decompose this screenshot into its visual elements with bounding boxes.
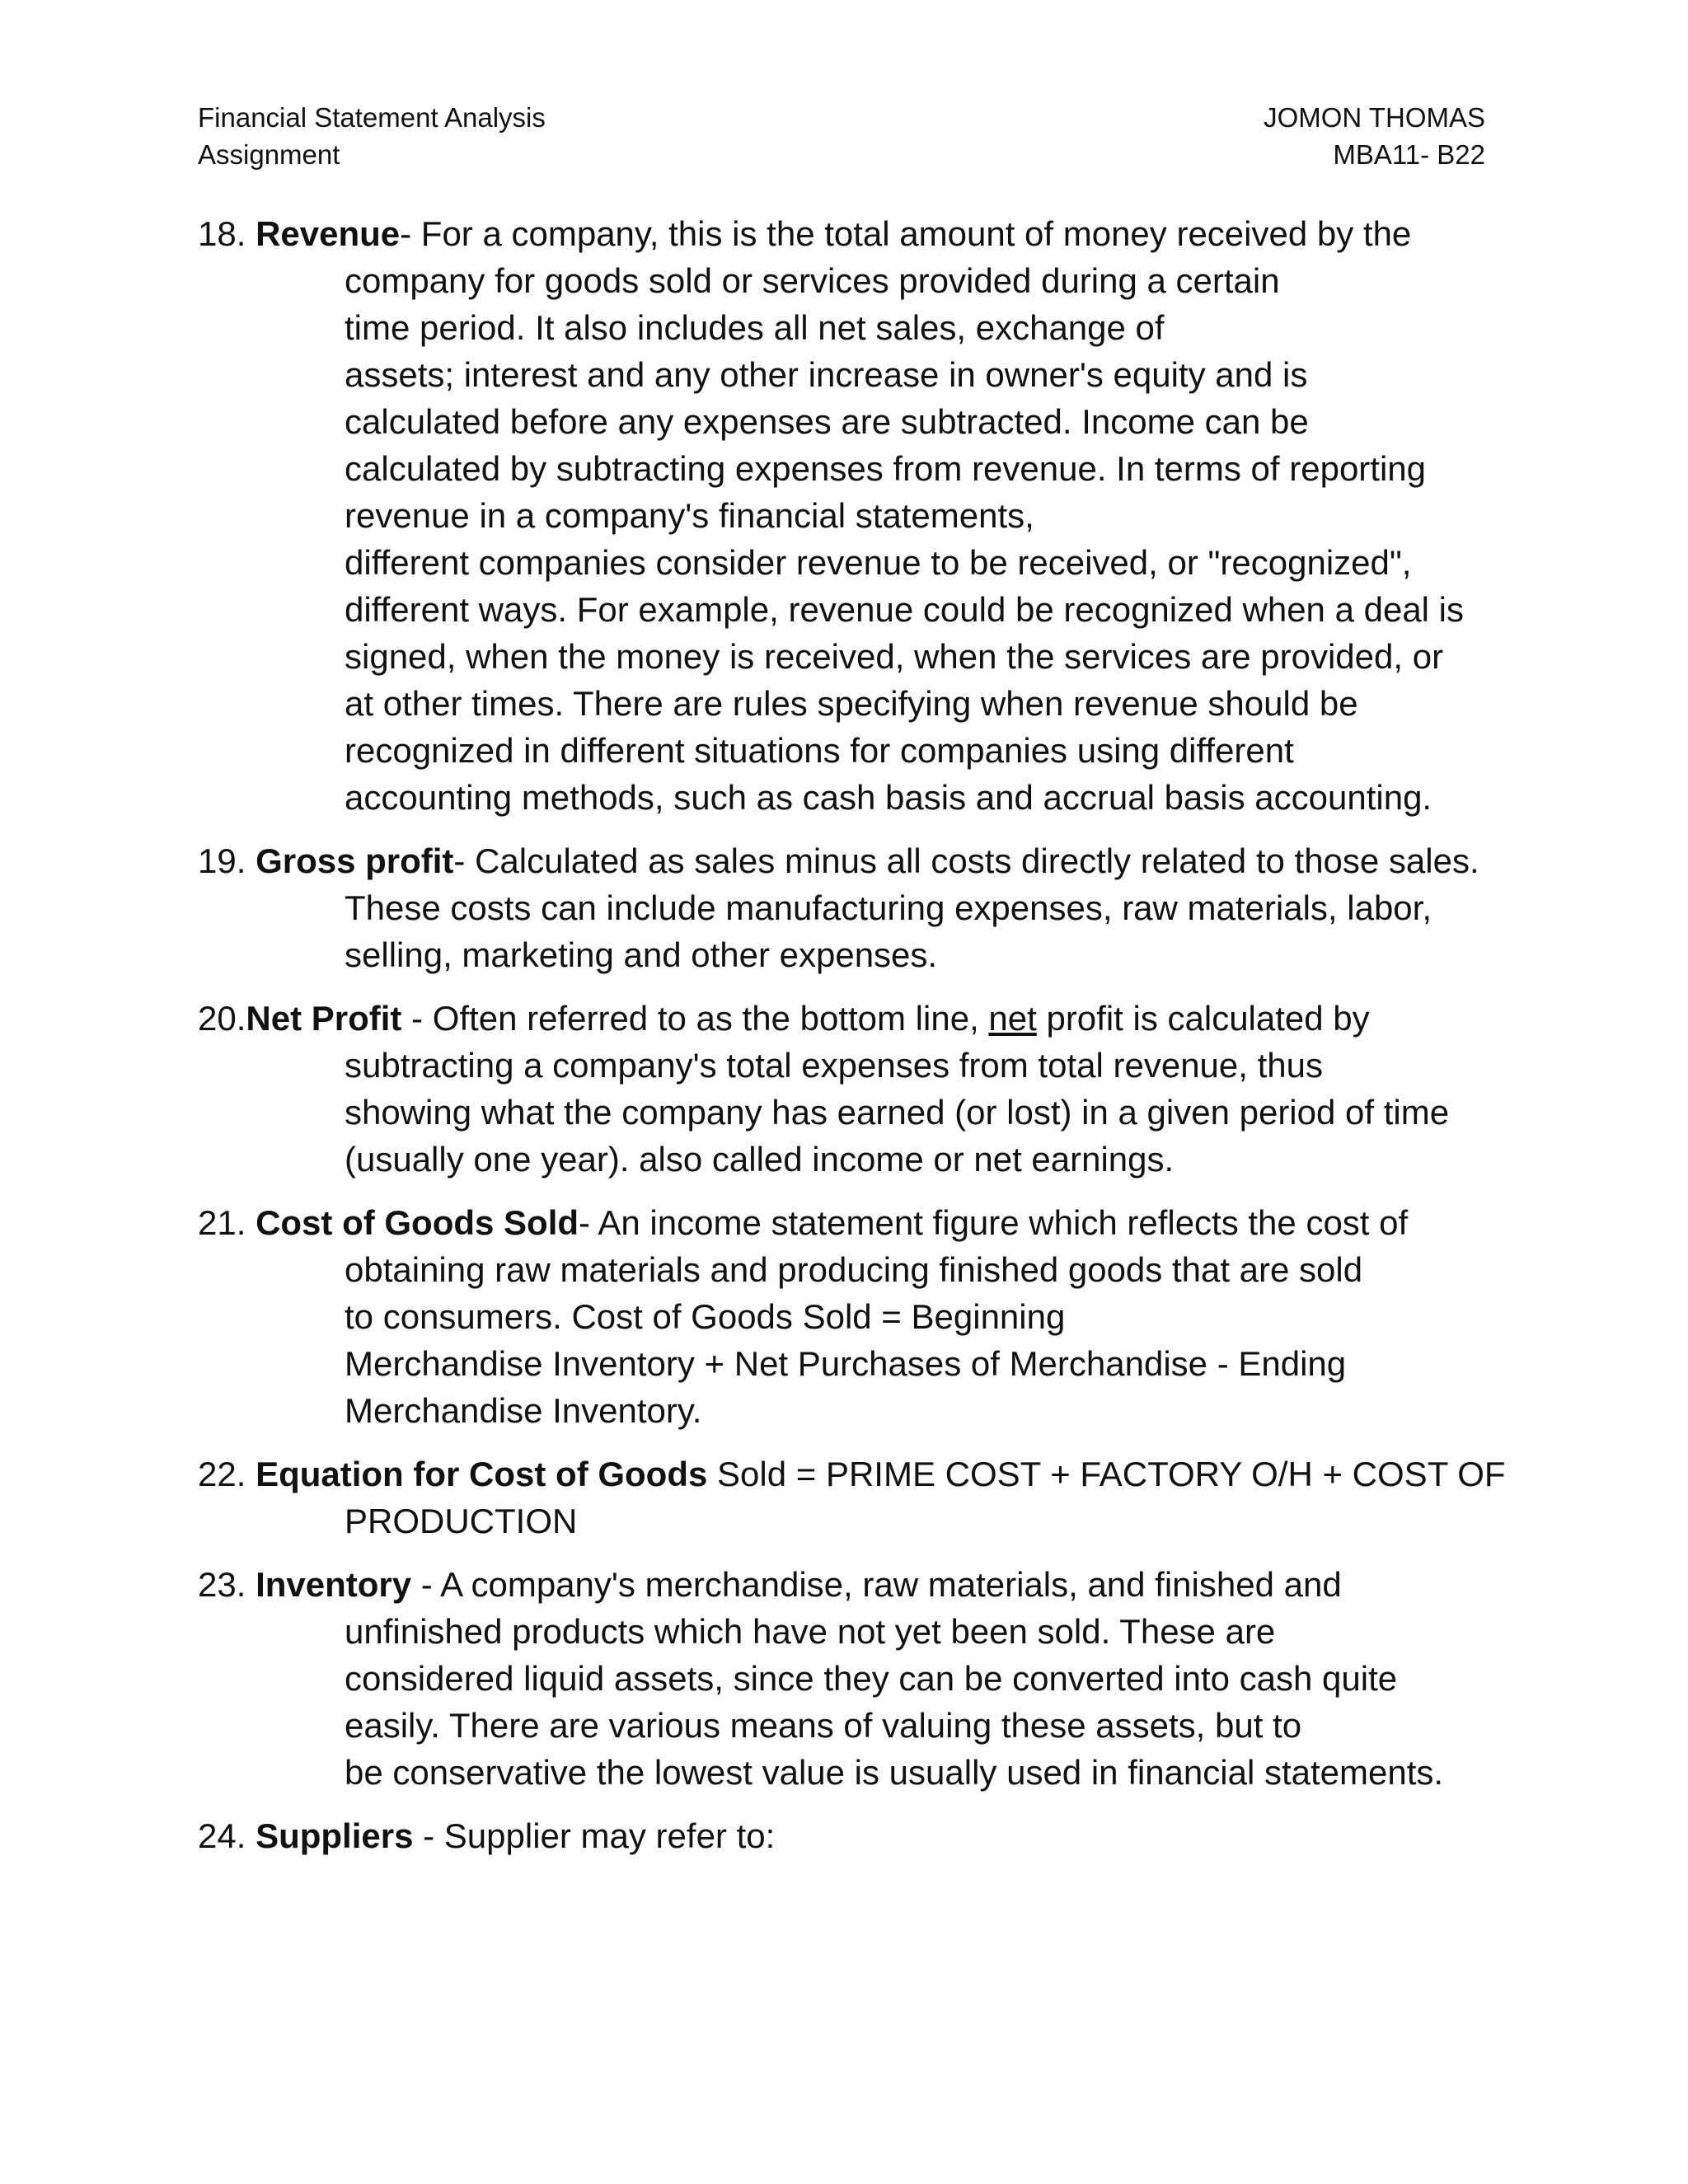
definition-first-line xyxy=(198,995,1500,1042)
definition-line: assets; interest and any other increase in owner's equity and is xyxy=(345,355,1308,394)
definition-text: - Often referred to as the bottom line, xyxy=(401,999,989,1038)
definition-first-line xyxy=(198,1451,1506,1497)
definition-line: obtaining raw materials and producing finished goods that are sold xyxy=(345,1250,1363,1289)
definition-text: - A company's merchandise, raw materials, and finished and xyxy=(411,1565,1342,1604)
definition-line: considered liquid assets, since they can be converted into cash quite xyxy=(345,1659,1398,1698)
author-class: MBA11- B22 xyxy=(1333,139,1485,170)
definition-continuation xyxy=(198,1608,1500,1796)
header-left xyxy=(198,99,546,173)
definition-line: calculated by subtracting expenses from revenue. In terms of reporting xyxy=(345,449,1427,488)
definition-term: Gross profit xyxy=(256,841,454,880)
definition-continuation xyxy=(198,257,1500,821)
definition-text: profit is calculated by xyxy=(1036,999,1370,1038)
definition-term: Cost of Goods Sold xyxy=(256,1203,579,1242)
definition-number: 24. xyxy=(198,1816,256,1855)
definition-line: (usually one year). also called income or net earnings. xyxy=(345,1140,1175,1179)
underlined-word: net xyxy=(988,999,1037,1038)
definition-term: Equation for Cost of Goods xyxy=(256,1455,708,1493)
definition-term: Suppliers xyxy=(256,1816,414,1855)
definition-text: Sold = PRIME COST + FACTORY O/H + COST OF xyxy=(707,1455,1506,1493)
definition-line: showing what the company has earned (or lost) in a given period of time xyxy=(345,1093,1450,1132)
definition-text: - Calculated as sales minus all costs directly related to those sales. xyxy=(453,841,1479,880)
definition-term: Revenue xyxy=(256,214,401,253)
definition-first-line xyxy=(198,1199,1500,1246)
definition-line: time period. It also includes all net sales, exchange of xyxy=(345,308,1165,347)
definition-text: - For a company, this is the total amount of money received by the xyxy=(400,214,1412,253)
definition-line: different ways. For example, revenue could be recognized when a deal is xyxy=(345,590,1465,629)
definition-first-line xyxy=(198,1812,1500,1859)
definition-number: 22. xyxy=(198,1455,256,1493)
definition-line: Merchandise Inventory. xyxy=(345,1391,702,1430)
definition-suppliers xyxy=(198,1812,1500,1859)
definition-line: selling, marketing and other expenses. xyxy=(345,935,938,974)
definition-line: subtracting a company's total expenses from total revenue, thus xyxy=(345,1046,1323,1085)
definition-line: recognized in different situations for companies using different xyxy=(345,731,1294,770)
definition-number: 21. xyxy=(198,1203,256,1242)
definition-line: signed, when the money is received, when the services are provided, or xyxy=(345,637,1444,676)
definition-term: Inventory xyxy=(256,1565,412,1604)
definition-first-line xyxy=(198,1561,1500,1608)
definition-number: 18. xyxy=(198,214,256,253)
definition-line: accounting methods, such as cash basis and accrual basis accounting. xyxy=(345,778,1432,817)
definition-line: to consumers. Cost of Goods Sold = Beginning xyxy=(345,1297,1066,1336)
definition-first-line xyxy=(198,837,1500,884)
definition-cogs-equation xyxy=(198,1451,1506,1544)
definition-cost-of-goods-sold xyxy=(198,1199,1500,1434)
definitions-list xyxy=(198,210,1506,1876)
definition-line: company for goods sold or services provided during a certain xyxy=(345,261,1280,300)
course-title: Financial Statement Analysis xyxy=(198,102,546,133)
definition-continuation xyxy=(198,1246,1500,1434)
definition-net-profit xyxy=(198,995,1500,1183)
definition-gross-profit xyxy=(198,837,1500,978)
definition-number: 20. xyxy=(198,999,246,1038)
definition-line: Merchandise Inventory + Net Purchases of Merchandise - Ending xyxy=(345,1344,1347,1383)
definition-continuation xyxy=(198,884,1500,978)
definition-text: - Supplier may refer to: xyxy=(413,1816,776,1855)
definition-line: calculated before any expenses are subtracted. Income can be xyxy=(345,402,1309,441)
definition-line: easily. There are various means of valuing these assets, but to xyxy=(345,1706,1302,1745)
definition-line: unfinished products which have not yet been sold. These are xyxy=(345,1612,1276,1651)
definition-line: different companies consider revenue to be received, or "recognized", xyxy=(345,543,1412,582)
header-right xyxy=(1264,99,1485,173)
definition-inventory xyxy=(198,1561,1500,1796)
definition-text: - An income statement figure which reflects the cost of xyxy=(579,1203,1409,1242)
definition-revenue xyxy=(198,210,1500,821)
definition-line: PRODUCTION xyxy=(345,1502,578,1540)
definition-line: at other times. There are rules specifying when revenue should be xyxy=(345,684,1358,723)
definition-continuation xyxy=(198,1497,1500,1544)
definition-line: revenue in a company's financial statements, xyxy=(345,496,1034,535)
document-type: Assignment xyxy=(198,139,340,170)
definition-first-line xyxy=(198,210,1500,257)
definition-line: These costs can include manufacturing expenses, raw materials, labor, xyxy=(345,888,1432,927)
definition-number: 23. xyxy=(198,1565,256,1604)
definition-term: Net Profit xyxy=(246,999,402,1038)
definition-number: 19. xyxy=(198,841,256,880)
definition-line: be conservative the lowest value is usually used in financial statements. xyxy=(345,1753,1444,1792)
definition-continuation xyxy=(198,1042,1500,1183)
author-name: JOMON THOMAS xyxy=(1264,102,1485,133)
